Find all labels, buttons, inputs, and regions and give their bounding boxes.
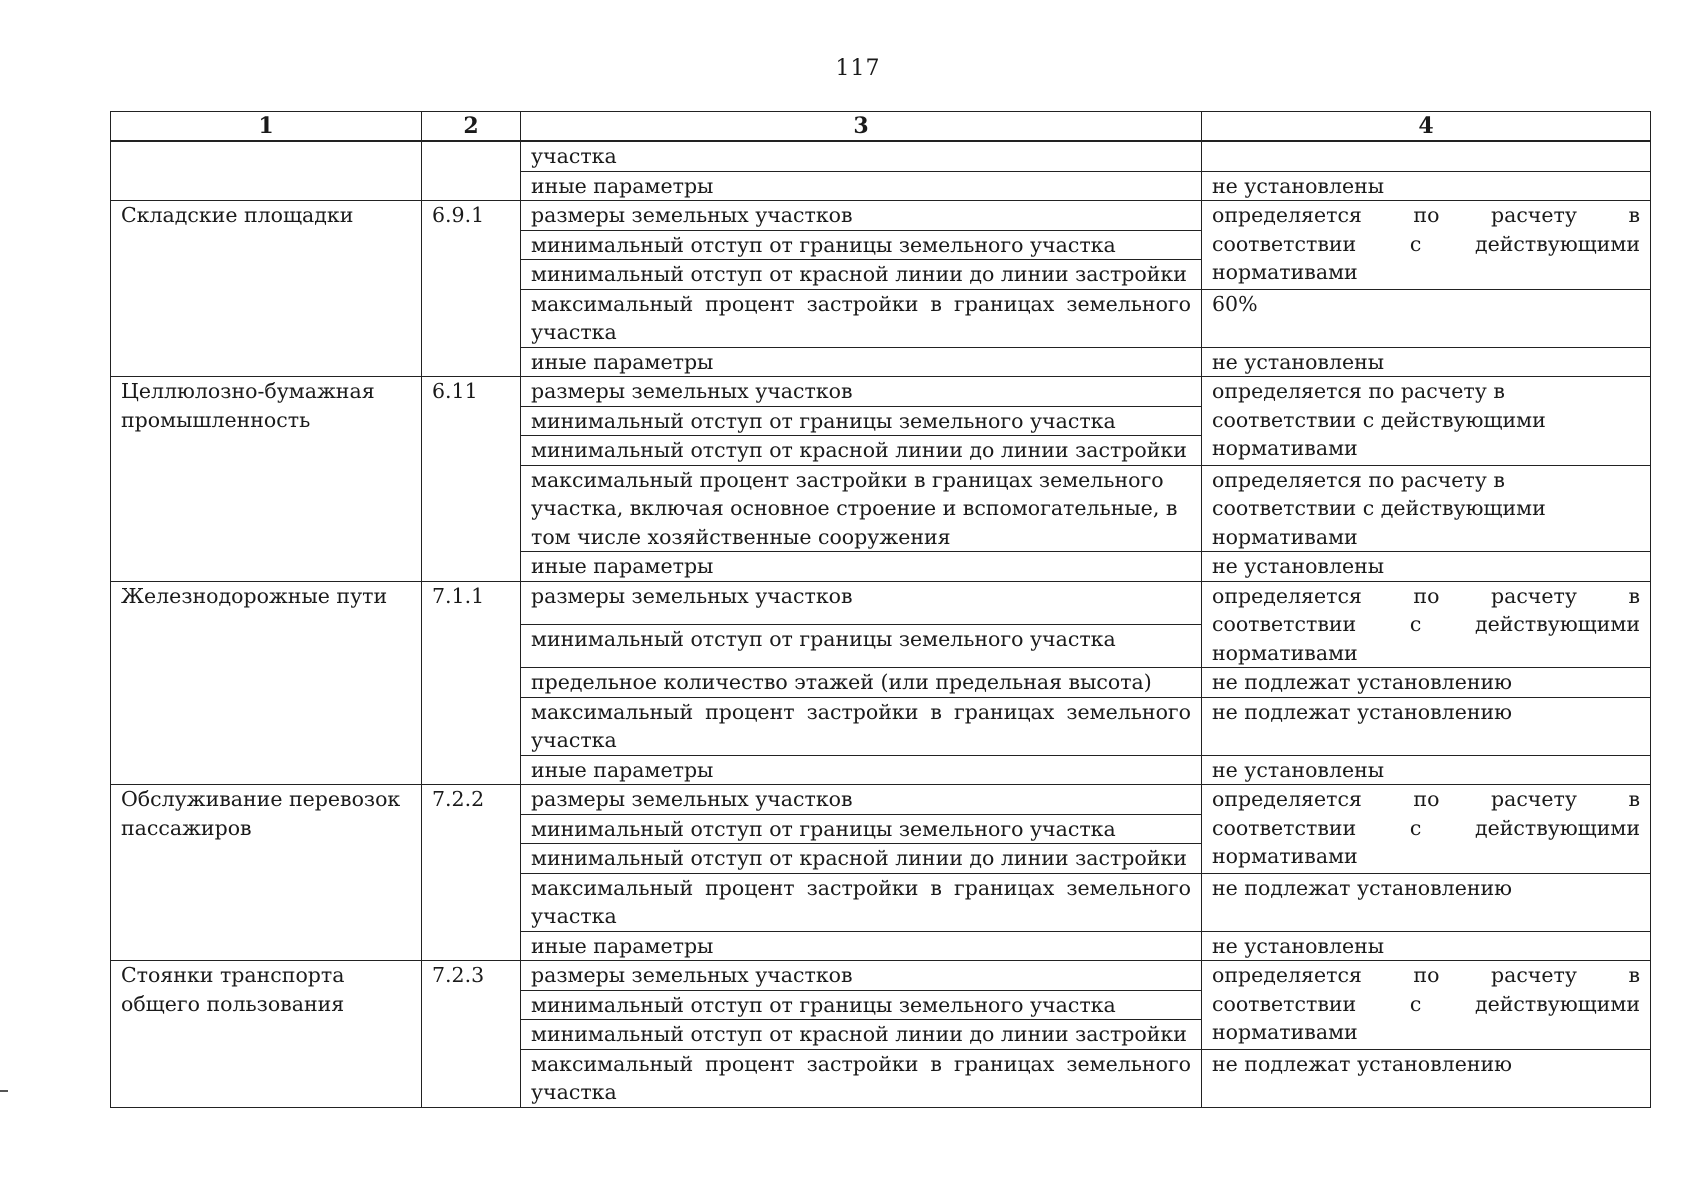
use-name-cell: Целлюлозно-бумажная промышленность [111,377,422,582]
value-cell: не установлены [1202,931,1651,961]
use-code-cell: 7.2.2 [422,785,521,961]
table-row [111,961,1651,991]
margin-mark [0,1090,8,1092]
parameter-cell: минимальный отступ от границы земельного участка [521,624,1202,667]
parameter-cell: предельное количество этажей (или предельная высота) [521,668,1202,698]
use-code-cell: 6.11 [422,377,521,582]
parameter-cell: максимальный процент застройки в границах земельного участка [521,289,1202,347]
parameter-cell: размеры земельных участков [521,377,1202,407]
value-cell: определяется по расчету в соответствии с действующими нормативами [1202,785,1651,874]
parameter-cell: иные параметры [521,171,1202,201]
parameter-cell: максимальный процент застройки в границах земельного участка [521,697,1202,755]
table-row [111,581,1651,624]
value-cell: не подлежат установлению [1202,873,1651,931]
use-code-cell: 7.1.1 [422,581,521,785]
value-cell: определяется по расчету в соответствии с действующими нормативами [1202,961,1651,1050]
use-name-cell: Стоянки транспорта общего пользования [111,961,422,1108]
parameter-cell: минимальный отступ от красной линии до линии застройки [521,260,1202,290]
parameter-cell: иные параметры [521,931,1202,961]
table-header-row [111,112,1651,142]
parameter-cell: иные параметры [521,347,1202,377]
value-cell: определяется по расчету в соответствии с действующими нормативами [1202,581,1651,668]
table-row [111,141,1651,171]
table-row [111,377,1651,407]
parameters-table [110,111,1651,1108]
column-header-4: 4 [1202,112,1651,142]
use-name-cell [111,141,422,201]
parameter-cell: максимальный процент застройки в границах земельного участка [521,873,1202,931]
value-cell: не подлежат установлению [1202,1049,1651,1107]
value-cell: не установлены [1202,347,1651,377]
parameter-cell: минимальный отступ от границы земельного участка [521,406,1202,436]
column-header-2: 2 [422,112,521,142]
use-name-cell: Железнодорожные пути [111,581,422,785]
parameter-cell: размеры земельных участков [521,961,1202,991]
parameter-cell: минимальный отступ от красной линии до линии застройки [521,844,1202,874]
parameter-cell: минимальный отступ от границы земельного участка [521,230,1202,260]
parameter-cell: иные параметры [521,755,1202,785]
use-code-cell: 6.9.1 [422,201,521,377]
value-cell: не установлены [1202,552,1651,582]
table-row [111,201,1651,231]
parameter-cell: минимальный отступ от красной линии до линии застройки [521,436,1202,466]
parameter-cell: иные параметры [521,552,1202,582]
value-cell: не установлены [1202,755,1651,785]
parameter-cell: размеры земельных участков [521,785,1202,815]
parameter-cell: участка [521,141,1202,171]
value-cell: определяется по расчету в соответствии с действующими нормативами [1202,201,1651,290]
use-code-cell [422,141,521,201]
parameter-cell: размеры земельных участков [521,581,1202,624]
use-name-cell: Обслуживание перевозок пассажиров [111,785,422,961]
column-header-3: 3 [521,112,1202,142]
parameter-cell: минимальный отступ от красной линии до линии застройки [521,1020,1202,1050]
use-name-cell: Складские площадки [111,201,422,377]
value-cell: 60% [1202,289,1651,347]
column-header-1: 1 [111,112,422,142]
value-cell [1202,141,1651,171]
parameter-cell: минимальный отступ от границы земельного участка [521,990,1202,1020]
value-cell: не подлежат установлению [1202,697,1651,755]
parameter-cell: размеры земельных участков [521,201,1202,231]
parameter-cell: максимальный процент застройки в границах земельного участка [521,1049,1202,1107]
value-cell: не подлежат установлению [1202,668,1651,698]
value-cell: не установлены [1202,171,1651,201]
parameter-cell: максимальный процент застройки в границах земельного участка, включая основное строение и вспомогательные, в том числе хозяйственные сооружения [521,465,1202,552]
value-cell: определяется по расчету в соответствии с действующими нормативами [1202,465,1651,552]
value-cell: определяется по расчету в соответствии с действующими нормативами [1202,377,1651,466]
page-number: 117 [835,56,881,81]
table-row [111,785,1651,815]
parameter-cell: минимальный отступ от границы земельного участка [521,814,1202,844]
use-code-cell: 7.2.3 [422,961,521,1108]
